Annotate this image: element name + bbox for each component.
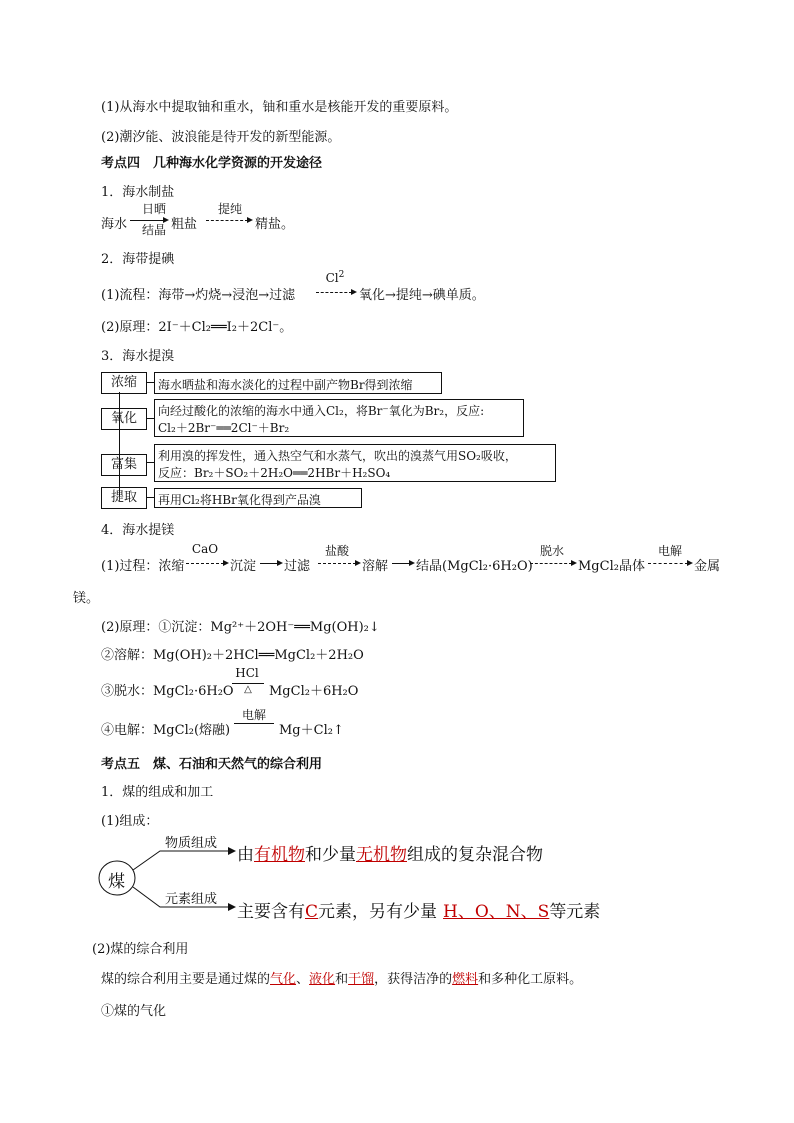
coal-util-fuel: 燃料 [452,972,479,987]
mg-step-dissolve: 溶解 [362,559,389,574]
coal-l2-mid: 元素，另有少量 [318,902,438,922]
mg-reaction-3-top: HCl [235,666,259,680]
mg-reaction-3b: MgCl₂＋6H₂O [269,684,359,699]
coal-branch-1-label: 物质组成 [165,836,218,851]
para-2: (2)潮汐能、波浪能是待开发的新型能源。 [101,130,341,145]
mg-step-mgcl2: MgCl₂晶体 [578,559,645,574]
mg-step-crystal: 结晶(MgCl₂·6H₂O) [416,559,533,574]
coal-branch-line-1 [133,851,228,870]
mg-reaction-4a: ④电解：MgCl₂(熔融) [101,723,231,738]
bromine-step-label-3: 富集 [101,454,147,476]
mg-cond-electrolysis: 电解 [657,544,682,558]
coal-util-sep1: 、 [296,972,310,987]
mg-cond-hcl: 盐酸 [324,544,349,558]
salt-mid: 粗盐 [171,217,198,232]
mg-reaction-4-top: 电解 [241,708,266,722]
coal-line-1 [237,840,543,865]
coal-l1-organic-text: 有机物 [254,845,305,865]
iodine-cond-text: Cl [325,271,339,285]
salt-cond-top1: 日晒 [141,202,166,216]
salt-cond-top2: 提纯 [217,202,242,216]
iodine-principle: (2)原理：2I⁻＋Cl₂══I₂＋2Cl⁻。 [101,320,293,335]
bromine-step-label-1: 浓缩 [101,372,147,394]
subsection-salt: 1．海水制盐 [101,185,175,200]
coal-utilization-text [101,968,582,987]
mg-proc-start: (1)过程：浓缩 [101,559,185,574]
coal-l2-elements-text: H、O、N、S [443,902,550,922]
coal-util-b: ，获得洁净的 [374,972,453,987]
bromine-step-text-3b: 反应：Br₂＋SO₂＋2H₂O══2HBr＋H₂SO₄ [158,466,391,480]
mg-step-precip: 沉淀 [230,559,257,574]
mg-reaction-2: ②溶解：Mg(OH)₂＋2HCl══MgCl₂＋2H₂O [101,648,364,663]
coal-l1-inorganic [356,845,407,865]
coal-util-distillation: 干馏 [348,972,375,987]
coal-branch-2-label: 元素组成 [165,892,218,907]
coal-util-gasification: 气化 [270,972,297,987]
subsection-coal: 1．煤的组成和加工 [101,785,214,800]
coal-l2-e: 等元素 [549,902,601,922]
iodine-cond-sub: 2 [338,270,345,280]
coal-l1-organic [254,845,305,865]
bromine-step-text-3a: 利用溴的挥发性，通入热空气和水蒸气，吹出的溴蒸气用SO₂吸收， [158,449,517,463]
subsection-iodine: 2．海带提碘 [101,252,175,267]
coal-node: 煤 [108,872,125,892]
coal-l1-e: 组成的复杂混合物 [407,845,543,865]
coal-l2-elements [443,902,549,922]
coal-util-a: 煤的综合利用主要是通过煤的 [101,972,271,987]
coal-line-2 [237,897,600,922]
coal-util-c: 和多种化工原料。 [478,972,583,987]
bromine-step-text-4: 再用Cl₂将HBr氧化得到产品溴 [158,493,321,507]
subsection-magnesium: 4．海水提镁 [101,523,175,538]
coal-util-liquefaction: 液化 [309,972,336,987]
mg-reaction-3-bot: △ [244,684,252,695]
mg-cond-dehydrate: 脱水 [539,544,564,558]
coal-l1-c: 和少量 [305,845,356,865]
coal-util-sep2: 和 [335,972,349,987]
mg-cond-cao: CaO [191,542,219,556]
salt-start: 海水 [101,217,128,232]
bromine-step-text-1: 海水晒盐和海水淡化的过程中副产物Br得到浓缩 [158,378,413,392]
subsection-bromine: 3．海水提溴 [101,349,175,364]
mg-step-metal: 金属 [694,559,721,574]
coal-l1-a: 由 [237,845,254,865]
coal-gasification-heading: ①煤的气化 [101,1004,167,1019]
mg-step-filter: 过滤 [284,559,311,574]
coal-l2-a: 主要含有 [237,902,305,922]
coal-l1-inorganic-text: 无机物 [356,845,407,865]
coal-branch-arrowhead-1 [228,847,236,855]
section-heading-4: 考点四 几种海水化学资源的开发途径 [101,156,323,171]
bromine-step-label-2: 氧化 [101,408,147,430]
mg-reaction-1: (2)原理：①沉淀：Mg²⁺＋2OH⁻══Mg(OH)₂↓ [101,620,380,635]
bromine-step-label-4: 提取 [101,487,147,509]
coal-l2-c [305,902,318,922]
mg-reaction-3a: ③脱水：MgCl₂·6H₂O [101,684,234,699]
coal-branch-arrowhead-2 [228,903,236,911]
iodine-flow-a: (1)流程：海带→灼烧→浸泡→过滤 [101,288,296,303]
bromine-step-text-2a: 向经过酸化的浓缩的海水中通入Cl₂，将Br⁻氧化为Br₂，反应: [158,404,485,418]
coal-composition-label: (1)组成： [101,814,159,829]
para-1: (1)从海水中提取铀和重水，铀和重水是核能开发的重要原料。 [101,100,458,115]
bromine-step-text-2b: Cl₂＋2Br⁻══2Cl⁻＋Br₂ [158,421,290,435]
salt-cond-bot1: 结晶 [141,223,166,237]
salt-end: 精盐。 [255,217,295,232]
coal-utilization-heading: (2)煤的综合利用 [92,942,189,957]
iodine-flow-b: 氧化→提纯→碘单质。 [359,288,485,303]
coal-l2-c-text: C [305,902,319,922]
mg-reaction-4b: Mg＋Cl₂↑ [279,723,344,738]
mg-step-metal-cont: 镁。 [73,591,100,606]
section-heading-5: 考点五 煤、石油和天然气的综合利用 [101,757,323,772]
